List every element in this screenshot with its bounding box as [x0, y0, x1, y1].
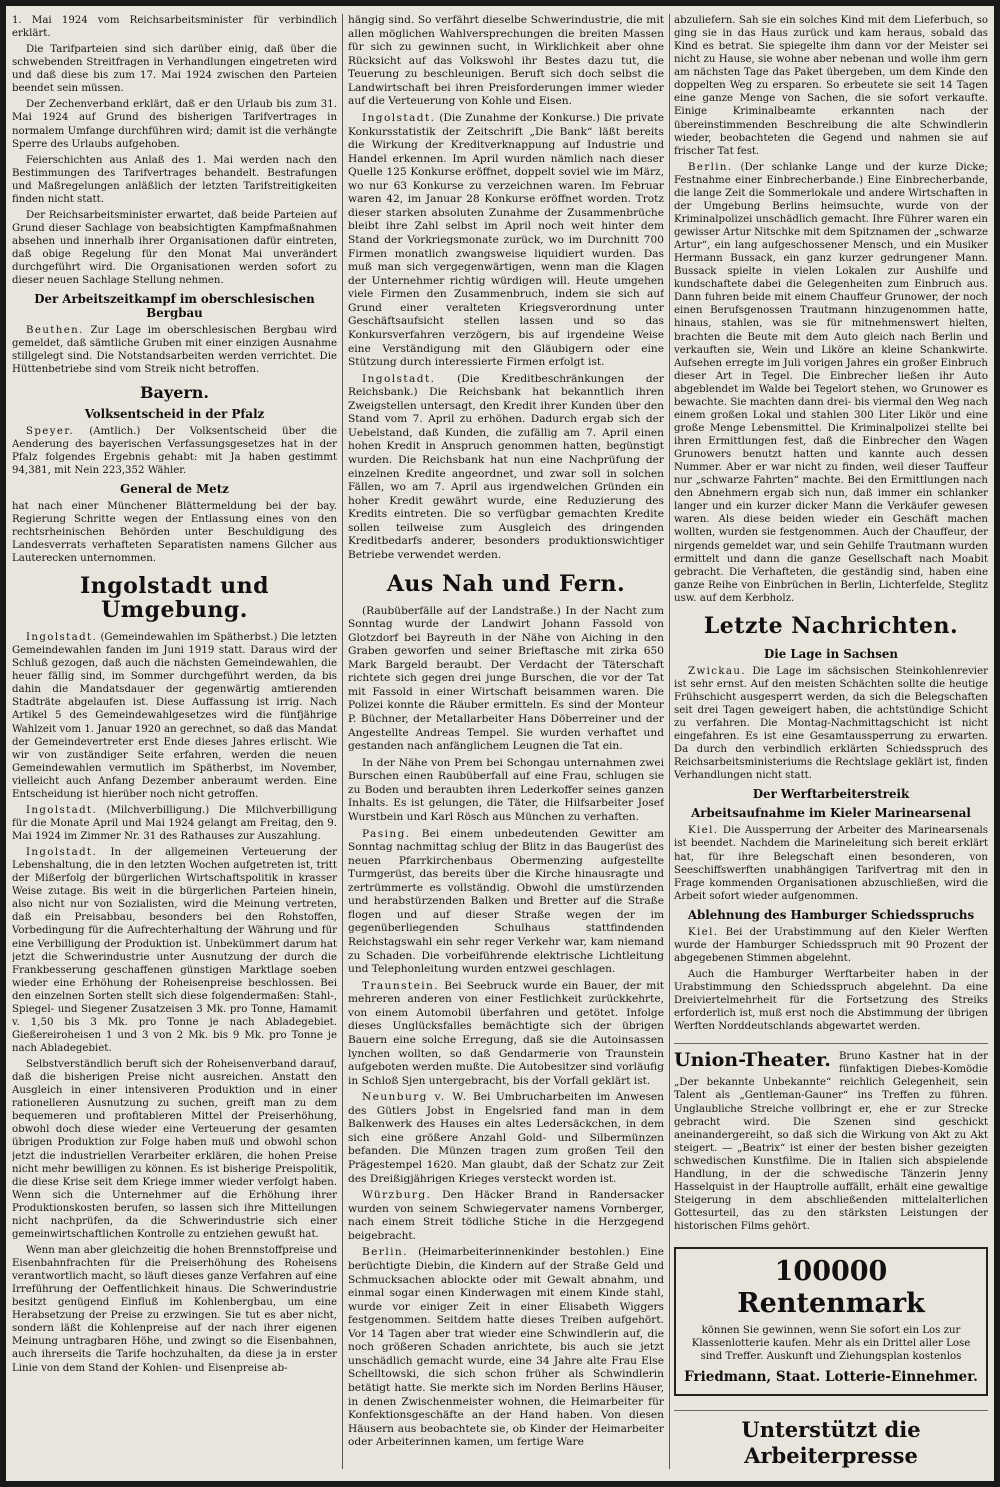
- ad-firm: Friedmann, Staat. Lotterie-Einnehmer.: [684, 1369, 978, 1386]
- column-left: [12, 14, 337, 1474]
- dateline: Traunstein.: [362, 979, 440, 992]
- article-paragraph: [12, 804, 337, 843]
- paragraph-text: Bei Seebruck wurde ein Bauer, der mit mehreren anderen von einer Festlichkeit zurückkehrte, von einem Automobil überfahren und getötet. Infolge dieses Unglücksfalles bemächtigte sich der übrigen Bauern eine solche Erregung, daß sie die Autoinsassen lynchen wollten, so daß Gendarmerie von Traunstein aufgeboten werden mußte. Die Autobesitzer sind vorläufig in Schloß Sjen untergebracht, bis der Vorfall geklärt ist.: [348, 979, 664, 1087]
- subheading-metz: General de Metz: [120, 481, 229, 496]
- dateline: Ingolstadt.: [362, 372, 436, 385]
- article-paragraph: [348, 1091, 664, 1186]
- section-heading-nah-fern: Aus Nah und Fern.: [386, 570, 626, 597]
- paragraph-text: (Heimarbeiterinnenkinder bestohlen.) Eine berüchtigte Diebin, die Kindern auf der Straße Geld und Schmucksachen ablockte oder mit Gewalt abnahm, und einmal sogar einen Kinderwagen mit einem Kinde stahl, wurde vor einiger Zeit in einer Elisabeth Wiggers festgenommen. Seitdem hatte dieses Treiben aufgehört. Vor 14 Tagen aber trat wieder eine Schwindlerin auf, die noch größeren Schaden anrichtete, bis auch sie jetzt unschädlich gemacht wurde, eine 34 Jahre alte Frau Else Schelltowski, die sich schon früher als Schwindlerin betätigt hatte. Sie merkte sich im Norden Berlins Häuser, in denen Zwischenmeister wohnen, die Heimarbeiter für Konfektionsgeschäfte an der Hand haben. Von diesen Häusern aus beobachtete sie, ob Kinder der Heimarbeiter oder Arbeiterinnen kamen, um fertige Ware: [348, 1246, 664, 1449]
- dateline: Ingolstadt.: [26, 804, 98, 816]
- article-paragraph: [674, 665, 988, 783]
- article-paragraph: [348, 828, 664, 977]
- ad-headline: 100000 Rentenmark: [737, 1256, 925, 1320]
- article-paragraph: Selbstverständlich beruft sich der Roheisenverband darauf, daß die bisherigen Preise nicht ausreichen. Anstatt den Ausgleich in einer intensiveren Produktion und in einer rationelleren Ausnutzung zu suchen, greift man zu dem bequemeren und profitableren Mittel der Preiserhöhung, obwohl doch diese wieder eine Verteuerung der gesamten übrigen Produktion zur Folge haben muß und obwohl schon jetzt die industriellen Verarbeiter erklären, die hohen Preise nicht mehr bewilligen zu können. Es ist bisherige Preispolitik, die diese Krise seit dem Kriege immer wieder verfolgt haben. Wenn sich die Unternehmer auf die Erhöhung ihrer Produktionskosten berufen, so lassen sich ihre Mitteilungen nicht nachprüfen, da die Schwerindustrie sich einer gemeinwirtschaftlichen Kontrolle zu entziehen gewußt hat.: [12, 1059, 337, 1240]
- article-paragraph: Der Reichsarbeitsminister erwartet, daß beide Parteien auf Grund dieser Sachlage von beabsichtigten Kampfmaßnahmen absehen und innerhalb ihrer Organisationen dafür eintreten, daß obige Regelung für den Monat Mai unverändert durchgeführt wird. Die Organisationen werden sofort zu dieser neuen Sachlage Stellung nehmen.: [12, 209, 337, 287]
- article-paragraph: [12, 846, 337, 1055]
- dateline: Ingolstadt.: [26, 632, 98, 644]
- article-paragraph: [348, 1246, 664, 1449]
- column-rule: [669, 14, 670, 1469]
- paragraph-text: (Gemeindewahlen im Spätherbst.) Die letzten Gemeindewahlen fanden im Juni 1919 statt. Daraus wird der Schluß gezogen, daß auch die nächsten Gemeindewahlen, die heuer fällig sind, im Sommer durchgeführt werden, da bis dahin die Mandatsdauer der gegenwärtig amtierenden Stadträte abgelaufen ist. Diese Auffassung ist irrig. Nach Artikel 5 des Gemeindewahlgesetzes wird die fünfjährige Wahlzeit vom 1. Januar 1920 an gerechnet, so daß das Mandat der Gemeindevertreter erst Ende dieses Jahres erlischt. Wie wir von zuständiger Seite erfahren, werden die neuen Gemeindewahlen vermutlich im Spätherbst, im November, vielleicht auch Anfang Dezember anberaumt werden. Eine Entscheidung ist hierüber noch nicht getroffen.: [12, 632, 337, 800]
- dateline: Pasing.: [362, 827, 411, 840]
- dateline: Neunburg v. W.: [362, 1091, 468, 1104]
- article-paragraph: Der Zechenverband erklärt, daß er den Urlaub bis zum 31. Mai 1924 auf Grund des bisherigen Tarifvertrages in normalem Umfange durchführen wird; damit ist die verhängte Sperre des Urlaubs aufgehoben.: [12, 99, 337, 150]
- section-heading-ingolstadt: Ingolstadt und Umgebung.: [79, 573, 270, 624]
- article-paragraph: [348, 373, 664, 563]
- union-theater-title: Union-Theater.: [674, 1049, 831, 1072]
- article-paragraph: Wenn man aber gleichzeitig die hohen Brennstoffpreise und Eisenbahnfrachten für die Preiserhöhung des Roheisens verantwortlich macht, so läuft dieses ganze Verfahren auf eine Irreführung der Oeffentlichkeit hinaus. Die Schwerindustrie besitzt genügend Einfluß im Kohlenbergbau, um eine Herabsetzung der Preise zu erzwingen. Sie tut es aber nicht, sondern läßt die Kohlenpreise auf der nach ihrer eigenen Meinung untragbaren Höhe, und zwingt so die Eisenbahnen, auch ihrerseits die Tarife hochzuhalten, da diese ja in erster Linie von dem Stand der Kohlen- und Eisenpreise ab-: [12, 1244, 337, 1374]
- article-paragraph: [674, 824, 988, 902]
- article-paragraph: [12, 631, 337, 801]
- subheading-pfalz: Volksentscheid in der Pfalz: [84, 406, 265, 421]
- article-paragraph: [348, 112, 664, 370]
- union-theater-notice: [674, 1043, 988, 1233]
- section-heading-letzte-nachrichten: Letzte Nachrichten.: [703, 612, 959, 639]
- dateline: Berlin.: [362, 1246, 408, 1259]
- article-paragraph: 1. Mai 1924 vom Reichsarbeitsminister für verbindlich erklärt.: [12, 15, 337, 40]
- section-heading-bayern: Bayern.: [140, 382, 209, 402]
- paragraph-text: Bei Umbrucharbeiten im Anwesen des Gütlers Jobst in Engelsried fand man in dem Balkenwerk des Hauses ein altes Ledersäckchen, in dem sich eine größere Anzahl Gold- und Silbermünzen befanden. Die Münzen tragen zum großen Teil den Prägestempel 1620. Man glaubt, daß der Schatz zur Zeit des Dreißigjährigen Krieges versteckt worden ist.: [348, 1091, 664, 1185]
- article-paragraph: [348, 980, 664, 1089]
- article-paragraph: [348, 1189, 664, 1243]
- dateline: Beuthen.: [26, 325, 84, 337]
- paragraph-text: Den Häcker Brand in Randersacker wurden von seinem Schwiegervater namens Vornberger, nach einem Streit tödliche Stiche in die Herzgegend beigebracht.: [348, 1189, 664, 1242]
- dateline: Ingolstadt.: [362, 111, 436, 124]
- paragraph-text: Zur Lage im oberschlesischen Bergbau wird gemeldet, daß sämtliche Gruben mit einer einzigen Ausnahme stillgelegt sind. Die Notstandsarbeiten werden verrichtet. Die Hüttenbetriebe sind vom Streik nicht betroffen.: [12, 325, 337, 376]
- lottery-advertisement: [674, 1247, 988, 1396]
- ad-body: können Sie gewinnen, wenn Sie sofort ein Los zur Klassenlotterie kaufen. Mehr als ein Drittel aller Lose sind Treffer. Auskunft und Ziehungsplan kostenlos: [691, 1325, 971, 1363]
- paragraph-text: (Amtlich.) Der Volksentscheid über die Aenderung des bayerischen Verfassungsgesetzes hat in der Pfalz folgendes Ergebnis gehabt: mit Ja haben gestimmt 94,381, mit Nein 223,352 Wähler.: [12, 425, 337, 476]
- article-paragraph: [674, 161, 988, 605]
- column-rule: [342, 14, 343, 1469]
- article-paragraph: abzuliefern. Sah sie ein solches Kind mit dem Lieferbuch, so ging sie in das Haus zurück und kam heraus, sobald das Kind es betrat. Sie spiegelte ihm dann vor der Meister sei nicht zu Hause, sie wohne aber nebenan und wolle ihm gern am nächsten Tage das Paket übergeben, um dem Kinde den doppelten Weg zu ersparen. So erbeutete sie seit 14 Tagen eine ganze Menge von Sachen, die sie sofort verkaufte. Einige Kriminalbeamte erkannten nach der übereinstimmenden Beschreibung die alte Schwindlerin wieder, beobachteten die Gegend und nahmen sie auf frischer Tat fest.: [674, 15, 988, 157]
- subheading-bergbau: Der Arbeitszeitkampf im oberschlesischen Bergbau: [34, 292, 315, 321]
- article-paragraph: Auch die Hamburger Werftarbeiter haben in der Urabstimmung den Schiedsspruch abgelehnt. Da eine Dreiviertelmehrheit für die Fortsetzung des Streiks erforderlich ist, muß erst noch die Abstimmung der übrigen Werften Norddeutschlands abgewartet werden.: [674, 968, 988, 1033]
- paragraph-text: Bei der Urabstimmung auf den Kieler Werften wurde der Hamburger Schiedsspruch mit 90 Prozent der abgegebenen Stimmen abgelehnt.: [674, 926, 988, 964]
- union-theater-text: Bruno Kastner hat in der fünfaktigen Diebes-Komödie „Der bekannte Unbekannte“ reichlich Gelegenheit, sein Talent als „Gentleman-Gauner“ ins Treffen zu führen. Unglaubliche Streiche vollbringt er, ehe er zur Strecke gebracht wird. Die Szenen sind geschickt aneinandergereiht, so daß sich die Wirkung von Akt zu Akt steigert. — „Beatrix“ ist einer der besten bisher gezeigten schwedischen Kunstfilme. Die in Italien sich abspielende Handlung, in der die schwedische Tänzerin Jenny Hasselquist in der Hauptrolle auffällt, erhält eine gewaltige Steigerung in dem abschließenden mittelalterlichen Gottesurteil, das zu den stärksten Leistungen der historischen Films gehört.: [674, 1051, 988, 1233]
- article-paragraph: (Raubüberfälle auf der Landstraße.) In der Nacht zum Sonntag wurde der Landwirt Johann Fassold von Glotzdorf bei Bayreuth in der Nähe von Aiching in den Graben geworfen und seiner Brieftasche mit zirka 650 Mark Bargeld beraubt. Der Verdacht der Täterschaft richtete sich gegen drei junge Burschen, die vor der Tat mit Fassold in einer Wirtschaft beisammen waren. Die Polizei konnte die Räuber ermitteln. Es sind der Monteur P. Büchner, der Metallarbeiter Hans Döberreiner und der Angestellte Andreas Tempel. Sie wurden verhaftet und gestanden nach anfänglichem Leugnen die Tat ein.: [348, 604, 664, 753]
- subheading-sachsen: Die Lage in Sachsen: [764, 646, 898, 661]
- paragraph-text: (Milchverbilligung.) Die Milchverbilligung für die Monate April und Mai 1924 gelangt am Freitag, den 9. Mai 1924 im Zimmer Nr. 31 des Rathauses zur Auszahlung.: [12, 804, 337, 842]
- dateline: Kiel.: [688, 825, 719, 837]
- paragraph-text: (Die Zunahme der Konkurse.) Die private Konkursstatistik der Zeitschrift „Die Bank“ läßt bereits die Wirkung der Kreditverknappung auf Industrie und Handel erkennen. Im April wurden nämlich nach dieser Quelle 125 Konkurse eröffnet, doppelt soviel wie im März, wo nur 63 Konkurse zu verzeichnen waren. Im Februar waren 42, im Januar 28 Konkurse eröffnet worden. Trotz dieser starken absoluten Zunahme der Zusammenbrüche bleibt ihre Zahl selbst im April noch weit hinter dem Stand der Vorkriegsmonate zurück, wo im Durchnitt 700 Firmen monatlich zwangsweise liquidiert wurden. Das muß man sich vergegenwärtigen, wenn man die Klagen der Unternehmer richtig würdigen will. Heute umgehen viele Firmen den Zusammenbruch, indem sie sich auf Grund einer veralteten Kriegsverordnung unter Geschäftsaufsicht stellen lassen und so das Konkursverfahren verzögern, bis auf irgendeine Weise eine Verständigung mit den Gläubigern oder eine Stützung durch interessierte Firmen erfolgt ist.: [348, 111, 664, 369]
- paragraph-text: Die Lage im sächsischen Steinkohlenrevier ist sehr ernst. Auf den meisten Schächten sollte die heutige Frühschicht ausgesperrt werden, da sich die Belegschaften seit drei Tagen geweigert haben, die achtstündige Schicht zu verfahren. Die Montag-Nachmittagschicht ist nicht eingefahren. Es ist eine Gesamtaussperrung zu erwarten. Da durch den verbindlich erklärten Schiedsspruch des Reichsarbeitsministeriums die Rechtslage geklärt ist, finden Verhandlungen nicht statt.: [674, 665, 988, 782]
- paragraph-text: Bei einem unbedeutenden Gewitter am Sonntag nachmittag schlug der Blitz in das Baugerüst des neuen Pfarrkirchenbaus Obermenzing aufgestellte Turmgerüst, das bereits über die Kirche hinausragte und zertrümmerte es vollständig. Obwohl die umstürzenden und herabstürzenden Balken und Bretter auf die Straße flogen und auf dieser Straße wegen der im gegenüberliegenden Schulhaus stattfindenden Reichstagswahl ein sehr reger Verkehr war, kam niemand zu Schaden. Die vorbeiführende elektrische Lichtleitung und Telephonleitung wurden entzwei geschlagen.: [348, 827, 664, 976]
- paragraph-text: In der allgemeinen Verteuerung der Lebenshaltung, die in den letzten Wochen aufgetreten ist, tritt der Mißerfolg der bürgerlichen Wirtschaftspolitik in krasser Weise zutage. Bis weit in die bürgerlichen Parteien hinein, also nicht nur von Sozialisten, wird die Meinung vertreten, daß ein Preisabbau, besonders bei den Rohstoffen, Vorbedingung für die Aufrechterhaltung der Währung und für eine Verbilligung der Produktion ist. Unbekümmert darum hat jetzt die Schwerindustrie unter Ausnutzung der durch die Frankbesserung geschaffenen günstigen Marktlage soeben wieder eine Erhöhung der Roheisenpreise beschlossen. Bei den einzelnen Sorten stellt sich diese folgendermaßen: Stahl-, Spiegel- und Siegener Zusatzeisen 3 Mk. pro Tonne, Hamamit v. 1,50 bis 3 Mk. pro Tonne je nach Abladegebiet. Gießereiroheisen 1 und 3 von 2 Mk. bis 9 Mk. pro Tonne je nach Abladegebiet.: [12, 847, 337, 1054]
- article-paragraph: hat nach einer Münchener Blättermeldung bei der bay. Regierung Schritte wegen der Entlassung eines von den rechtsrheinischen Behörden unter Beschuldigung des Landesverrats verhafteten Separatisten namens Gilcher aus Lauterecken unternommen.: [12, 500, 337, 564]
- newspaper-page: [6, 6, 994, 1481]
- dateline: Würzburg.: [362, 1189, 432, 1202]
- paragraph-text: (Die Kreditbeschränkungen der Reichsbank.) Die Reichsbank hat bekanntlich ihren Zweigstellen untersagt, den Kredit ihrer Kunden über den Stand vom 7. April zu erhöhen. Dadurch ergab sich der Uebelstand, daß Kunden, die zufällig am 7. April einen hohen Kredit in Anspruch genommen hatten, begünstigt wurden. Die Reichsbank hat nun eine Nachprüfung der einzelnen Kredite angeordnet, und zwar soll in solchen Fällen, wo am 7. April aus irgendwelchen Gründen ein hoher Kredit gewährt wurde, eine Reduzierung des Kredits eintreten. Die so verfügbar gemachten Kredite sollen teilweise zum Ausgleich des dringenden Kreditbedarfs anderer, besonders produktionswichtiger Betriebe verwendet werden.: [348, 372, 664, 561]
- subheading-hamburg-schiedsspruch: Ablehnung des Hamburger Schiedsspruchs: [687, 907, 975, 922]
- paragraph-text: Die Aussperrung der Arbeiter des Marinearsenals ist beendet. Nachdem die Marineleitung sich bereit erklärt hat, für ihre Belegschaft einen besonderen, von Seeschiffswerften unabhängigen Tarifvertrag mit den in Frage kommenden Organisationen abzuschließen, wird die Arbeit sofort wieder aufgenommen.: [674, 825, 988, 902]
- dateline: Speyer.: [26, 425, 75, 437]
- column-middle: [348, 14, 664, 1474]
- article-paragraph: Feierschichten aus Anlaß des 1. Mai werden nach den Bestimmungen des Tarifvertrages behandelt. Bestrafungen und Maßregelungen anläßlich der letzten Tarifstreitigkeiten finden nicht statt.: [12, 154, 337, 205]
- column-right: [674, 14, 988, 1474]
- slogan: Unterstützt die Arbeiterpresse: [674, 1410, 988, 1469]
- article-paragraph: In der Nähe von Prem bei Schongau unternahmen zwei Burschen einen Raubüberfall auf eine Frau, schlugen sie zu Boden und beraubten ihren Lederkoffer seines ganzen Inhalts. Es ist gelungen, die Täter, die Hilfsarbeiter Josef Wurstbein und Karl Rösch aus München zu verhaften.: [348, 756, 664, 823]
- article-paragraph: [12, 425, 337, 477]
- dateline: Zwickau.: [688, 665, 747, 677]
- subheading-kiel-marinearsenal: Arbeitsaufnahme im Kieler Marinearsenal: [691, 806, 971, 821]
- article-paragraph: hängig sind. So verfährt dieselbe Schwerindustrie, die mit allen möglichen Wahlversprechungen die breiten Massen für sich zu gewinnen sucht, in Wirklichkeit aber ohne Rücksicht auf das Volkswohl ihr Bestes dazu tut, die Teuerung zu beschleunigen. Beruft sich doch selbst die Landwirtschaft bei ihren Preisforderungen immer wieder auf die Verteuerung von Kohle und Eisen.: [348, 14, 664, 108]
- dateline: Ingolstadt.: [26, 847, 98, 859]
- dateline: Berlin.: [688, 161, 733, 173]
- subheading-werftarbeiterstreik: Der Werftarbeiterstreik: [752, 787, 910, 802]
- dateline: Kiel.: [688, 926, 719, 938]
- article-paragraph: [12, 324, 337, 376]
- paragraph-text: (Der schlanke Lange und der kurze Dicke; Festnahme einer Einbrecherbande.) Eine Einbrecherbande, die lange Zeit die Sommerlokale und andere Wirtschaften in der Umgebung Berlins heimsuchte, wurde von der Kriminalpolizei unschädlich gemacht. Ihre Führer waren ein gewisser Artur Nitschke mit dem Spitznamen der „schwarze Artur“, ein lang aufgeschossener Mensch, und ein Musiker Hermann Bussack, ein ganz kurzer gedrungener Mann. Bussack spielte in vielen Lokalen zur Aushilfe und kundschaftete dabei die Gelegenheiten zum Einbruch aus. Dann fuhren beide mit einem Chauffeur Grunower, der noch einen Berufsgenossen Trautmann hinzugenommen hatte, hinaus, stahlen, was sie für mitnehmenswert hielten, brachten die Beute mit dem Auto gleich nach Berlin und verkauften sie, Wein und Liköre an kleine Schankwirte. Aufsehen erregte im Juli vorigen Jahres ein großer Einbruch dieser Art in Tegel. Die Einbrecher ließen ihr Auto abgeblendet im Walde bei Tegelort stehen, wo Grunower es bewachte. Sie machten dann drei- bis viermal den Weg nach einem großen Lokal und stahlen 300 Liter Likör und eine große Menge Lebensmittel. Die Kriminalpolizei stellte bei ihren Ermittlungen fest, daß die Einbrecher den Wagen Grunowers benutzt hatten und kannte auch dessen Nummer. Aber er war nicht zu finden, weil dieser Tauffeur nur „schwarze Fahrten“ machte. Bei den Ermittlungen nach den Abnehmern ergab sich nun, daß immer ein schlanker langer und ein kurzer dicker Mann die Verkäufer gewesen waren. Als diese beiden wieder ein Geschäft machen wollten, wurden sie festgenommen. Auch der Chauffeur, der nirgends gemeldet war, und sein Gehilfe Trautmann wurden ermittelt und dann die ganze Gesellschaft nach Moabit gebracht. Die Verhafteten, die geständig sind, haben eine ganze Reihe von Einbrüchen in Berlin, Lichterfelde, Steglitz usw. auf dem Kerbholz.: [674, 161, 988, 604]
- article-paragraph: Die Tarifparteien sind sich darüber einig, daß über die schwebenden Streitfragen in Verhandlungen eingetreten wird und daß diese bis zum 17. Mai 1924 zwischen den Parteien beendet sein müssen.: [12, 44, 337, 95]
- article-paragraph: [674, 926, 988, 965]
